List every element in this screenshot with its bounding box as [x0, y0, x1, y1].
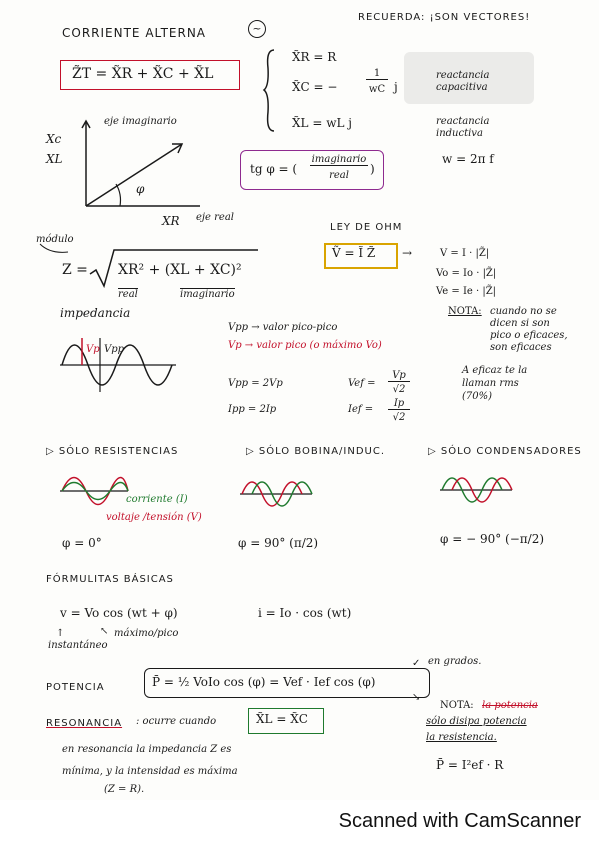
- vpp-definition: Vpp → valor pico-pico: [228, 322, 338, 333]
- peak-wave-diagram: [60, 330, 178, 400]
- voltage-instant-formula: v = Vo cos (wt + φ): [60, 606, 178, 620]
- graph-xaxis-label: eje real: [196, 212, 234, 223]
- tangent-suffix: ): [370, 162, 375, 176]
- xc-formula-suffix: j: [394, 80, 398, 94]
- nota2-body-2: la resistencia.: [426, 732, 497, 743]
- resonance-occurs: : ocurre cuando: [136, 716, 217, 727]
- ac-symbol-icon: ~: [248, 20, 266, 38]
- graph-angle-arc: [116, 184, 121, 206]
- xc-note: reactancia capacitiva: [436, 70, 490, 93]
- resonance-condition: X̃L = X̃C: [256, 712, 308, 726]
- current-instant-formula: i = Io · cos (wt): [258, 606, 352, 620]
- ohm-law: Ṽ = Ĩ Z̃: [332, 246, 376, 260]
- ohm-v0: Vo = Io · |Z̃|: [436, 268, 497, 279]
- case-resistance-title: ▷ SÓLO RESISTENCIAS: [46, 446, 179, 457]
- total-impedance-formula: Z̃T = X̃R + X̃C + X̃L: [72, 66, 214, 82]
- resistance-waves: [60, 466, 130, 516]
- case-inductor-title: ▷ SÓLO BOBINA/INDUC.: [246, 446, 386, 457]
- graph-yaxis-label: eje imaginario: [104, 116, 177, 127]
- vpp-equation: Vpp = 2Vp: [228, 378, 283, 389]
- resonance-text-2: mínima, y la intensidad es máxima: [62, 766, 238, 777]
- tangent-prefix: tg φ = (: [250, 162, 298, 176]
- formulas-title: FÓRMULITAS BÁSICAS: [46, 574, 174, 585]
- modulus-z: Z =: [62, 262, 88, 278]
- instant-note: instantáneo: [48, 640, 108, 651]
- xr-formula: X̃R = R: [292, 50, 337, 64]
- omega-formula: w = 2π f: [442, 152, 494, 166]
- vp-definition: Vp → valor pico (o máximo Vo): [228, 340, 382, 351]
- wave-vpp-label: Vpp: [104, 344, 125, 355]
- graph-xr-label: XR: [162, 214, 180, 228]
- power-formula: P̄ = ½ VoIo cos (φ) = Vef · Ief cos (φ): [152, 675, 376, 689]
- vef-numerator: Vp: [388, 370, 410, 382]
- current-label: corriente (I): [126, 494, 188, 505]
- arrow-right-icon: →: [402, 246, 413, 260]
- nota2-body-1: sólo disipa potencia: [426, 716, 527, 727]
- xl-formula: X̃L = wL j: [292, 116, 352, 130]
- resonance-text-3: (Z = R).: [104, 784, 145, 795]
- ohm-title: LEY DE OHM: [330, 222, 403, 233]
- capacitor-waves: [440, 466, 514, 514]
- vef-equation: Vef =: [348, 378, 376, 389]
- phasor-diagram: [80, 118, 210, 208]
- phi-resistance: φ = 0°: [62, 536, 102, 550]
- eficaz-note: A eficaz te la llaman rms (70%): [462, 365, 528, 402]
- ohm-ve: Ve = Ie · |Z̃|: [436, 286, 497, 297]
- resonance-label: RESONANCIA: [46, 718, 123, 729]
- brace-icon: [262, 48, 278, 133]
- wave-vp-label: Vp: [86, 344, 100, 355]
- reminder-text: RECUERDA: ¡SON VECTORES!: [358, 12, 531, 23]
- scanner-watermark: Scanned with CamScanner: [338, 810, 581, 832]
- arrow-up-icon: ↑: [56, 628, 65, 639]
- ief-denominator: √2: [392, 412, 406, 423]
- ipp-equation: Ipp = 2Ip: [228, 404, 277, 415]
- page-title-text: CORRIENTE ALTERNA: [62, 26, 207, 40]
- modulus-real-note: real: [118, 289, 138, 300]
- modulus-pointer-icon: [36, 242, 76, 256]
- tangent-denominator: real: [329, 170, 349, 181]
- power-label: POTENCIA: [46, 682, 105, 693]
- check-arrow-icon: ✓: [412, 658, 421, 669]
- graph-ylabel-xc: Xc: [46, 132, 62, 146]
- nota2-title: NOTA:: [440, 700, 474, 711]
- xl-note: reactancia inductiva: [436, 116, 490, 139]
- nota2-power-formula: P̄ = I²ef · R: [436, 758, 504, 772]
- xc-formula-prefix: X̃C = −: [292, 80, 338, 94]
- voltage-label: voltaje /tensión (V): [106, 512, 202, 523]
- modulus-label: módulo: [36, 234, 74, 245]
- ief-numerator: Ip: [388, 398, 410, 410]
- arrow-upleft-icon: ↖: [100, 626, 109, 637]
- nota1-title: NOTA:: [448, 306, 482, 317]
- phi-capacitor: φ = − 90° (−π/2): [440, 532, 545, 546]
- maxpeak-note: máximo/pico: [114, 628, 179, 639]
- graph-phi: φ: [136, 182, 145, 196]
- graph-ylabel-xl: XL: [46, 152, 63, 166]
- nota1-body: cuando no se dicen si son pico o eficaces, son eficaces: [490, 306, 568, 353]
- modulus-imag-note: imaginario: [180, 289, 235, 300]
- xc-denominator: wC: [368, 84, 386, 95]
- tangent-numerator: imaginario: [311, 154, 367, 165]
- xc-numerator: 1: [366, 68, 388, 80]
- modulus-inner: XR² + (XL + XC)²: [118, 262, 242, 278]
- phi-inductor: φ = 90° (π/2): [238, 536, 319, 550]
- vef-denominator: √2: [392, 384, 406, 395]
- page-title: [62, 26, 206, 40]
- degrees-note: en grados.: [428, 656, 482, 667]
- ief-equation: Ief =: [348, 404, 374, 415]
- case-capacitor-title: ▷ SÓLO CONDENSADORES: [428, 446, 582, 457]
- resonance-text-1: en resonancia la impedancia Z es: [62, 744, 232, 755]
- graph-phasor-vector: [86, 144, 182, 206]
- nota2-crossed: la potencia: [482, 700, 538, 711]
- impedance-label: impedancia: [60, 306, 131, 320]
- arrow-down-right-icon: ↘: [412, 692, 421, 703]
- inductor-waves: [240, 470, 314, 518]
- ohm-v: V = I · |Z̃|: [440, 248, 490, 259]
